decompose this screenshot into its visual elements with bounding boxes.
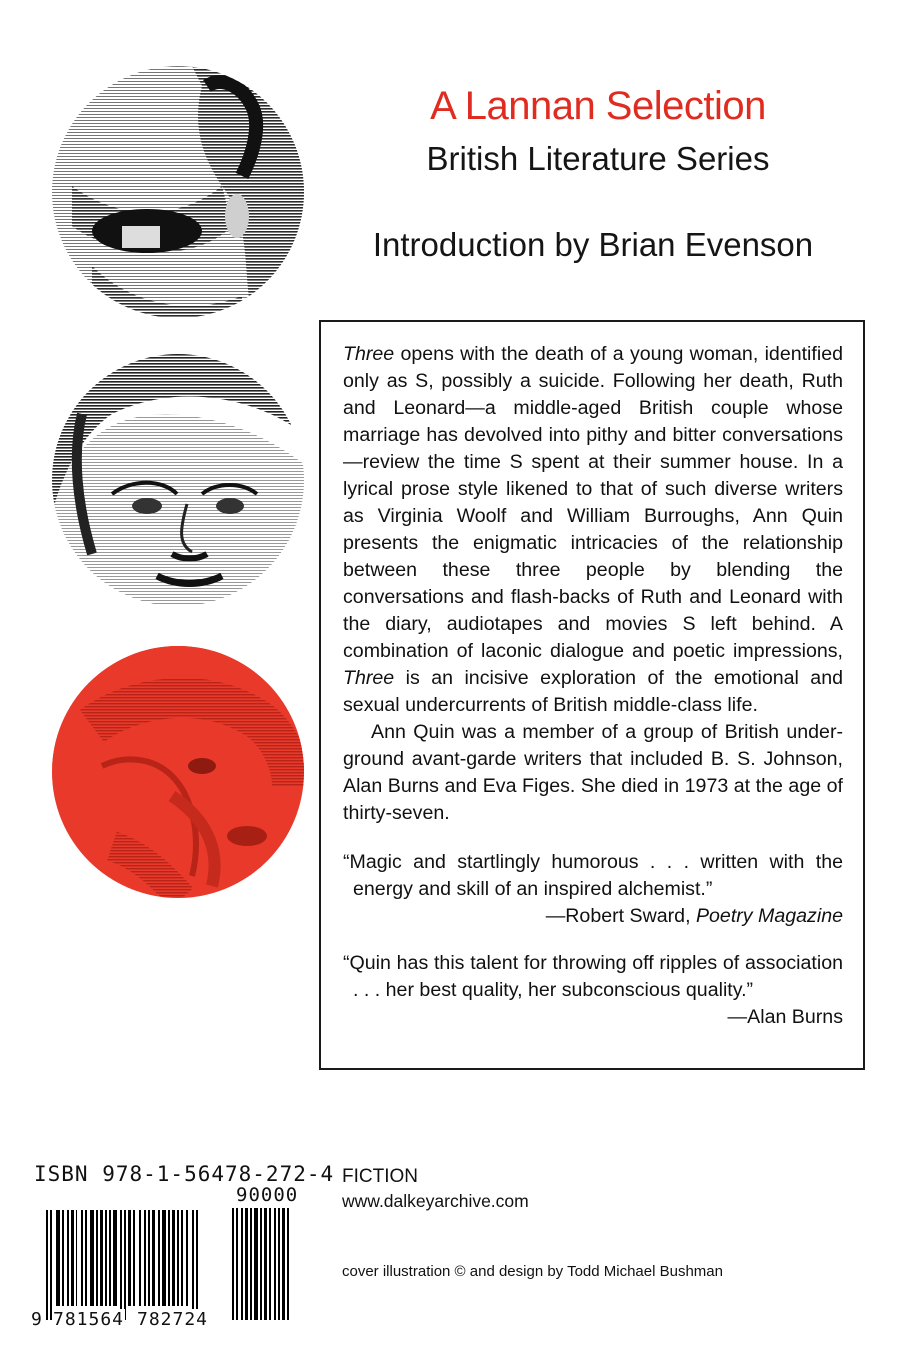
quote-source: Poetry Magazine: [695, 905, 843, 927]
barcode-bar: [67, 1210, 69, 1306]
portrait-top: [52, 66, 304, 318]
series-subtitle: British Literature Series: [426, 140, 770, 177]
barcode-bar: [158, 1210, 160, 1306]
isbn-label: ISBN 978-1-56478-272-4: [34, 1162, 335, 1186]
barcode-bar: [113, 1210, 117, 1306]
barcode-bar: [282, 1208, 285, 1320]
quote-author: —Alan Burns: [727, 1006, 843, 1028]
quote-text: “Magic and startlingly humorous . . . written with the energy and skill of an inspired alchemist.”: [343, 851, 843, 900]
barcode-bar: [152, 1210, 155, 1306]
barcode-bar: [196, 1210, 198, 1320]
barcode-bar: [260, 1208, 262, 1320]
barcode-bar: [50, 1210, 52, 1320]
barcode-bar: [186, 1210, 188, 1306]
barcode-bar: [46, 1210, 48, 1320]
cover-credit: cover illustration © and design by Todd Michael Bushman: [342, 1263, 723, 1280]
barcode-bar: [148, 1210, 150, 1306]
barcode-bar: [105, 1210, 107, 1306]
barcode-bar: [109, 1210, 111, 1306]
price-code: 90000: [236, 1184, 299, 1206]
barcode-bar: [254, 1208, 258, 1320]
portrait-bottom-image: [52, 646, 304, 898]
barcode-bar: [274, 1208, 276, 1320]
blurb-paragraph-1-text: opens with the death of a young woman, identified only as S, possibly a suicide. Following her death, Ruth and Leonard—a middle-aged British couple whose marriage has devolved into pithy and bitter conversations—review the time S spent at their summer house. In a lyrical prose style likened to that of such diverse writers as Virginia Woolf and William Burroughs, Ann Quin presents the enigmatic intricacies of the relationship between these three people by blending the conversations and flash-backs of Ruth and Leonard with the diary, audiotapes and movies S left behind. A combination of laconic dialogue and poetic impressions,: [343, 343, 843, 662]
portrait-bottom: [52, 646, 304, 898]
price-barcode-bars: [232, 1208, 314, 1320]
barcode-bar: [232, 1208, 234, 1320]
blurb-text: [343, 341, 843, 1031]
barcode-bar: [241, 1208, 243, 1320]
series-title: A Lannan Selection: [430, 84, 766, 128]
barcode-digits-left: 781564: [53, 1309, 125, 1330]
barcode-bar: [245, 1208, 248, 1320]
barcode-bar: [144, 1210, 146, 1306]
barcode-bar: [100, 1210, 103, 1306]
blurb-paragraph-1-end: is an incisive exploration of the emotional and sexual undercurrents of British middle-class life.: [343, 667, 843, 716]
barcode-bar: [90, 1210, 94, 1306]
barcode-bar: [56, 1210, 60, 1306]
barcode-bar: [81, 1210, 83, 1306]
barcode: [30, 1162, 335, 1332]
barcode-bar: [192, 1210, 194, 1320]
barcode-bar: [264, 1208, 267, 1320]
blurb-paragraph-2: Ann Quin was a member of a group of British under-ground avant-garde writers that included B. S. Johnson, Alan Burns and Eva Figes. She died in 1973 at the age of thirty-seven.: [343, 721, 843, 824]
barcode-bar: [278, 1208, 280, 1320]
genre-label: FICTION: [342, 1166, 418, 1187]
barcode-bar: [172, 1210, 175, 1306]
ean-barcode-bars: [46, 1210, 228, 1320]
barcode-bar: [71, 1210, 74, 1306]
blurb-box: [319, 320, 865, 1070]
barcode-digit-first: 9: [31, 1309, 42, 1330]
publisher-website: www.dalkeyarchive.com: [342, 1191, 529, 1211]
quote-text: “Quin has this talent for throwing off ripples of association . . . her best quality, her subconscious quality.”: [343, 952, 843, 1001]
barcode-bar: [287, 1208, 289, 1320]
barcode-bar: [120, 1210, 122, 1320]
barcode-bar: [128, 1210, 131, 1306]
barcode-bar: [269, 1208, 271, 1320]
barcode-bar: [76, 1210, 77, 1306]
barcode-bar: [139, 1210, 141, 1306]
review-quote-1: [343, 849, 843, 930]
barcode-bar: [133, 1210, 135, 1306]
blurb-paragraph-1: [343, 341, 843, 719]
barcode-bar: [168, 1210, 170, 1306]
portrait-middle: [52, 354, 304, 606]
review-quote-2: [343, 950, 843, 1031]
portrait-top-image: [52, 66, 304, 318]
book-title: Three: [343, 667, 395, 689]
barcode-bar: [181, 1210, 183, 1306]
barcode-bar: [250, 1208, 252, 1320]
quote-attribution: [343, 903, 843, 930]
barcode-bar: [177, 1210, 179, 1306]
book-title: Three: [343, 343, 395, 365]
barcode-bar: [62, 1210, 64, 1306]
barcode-bar: [124, 1210, 126, 1320]
barcode-bar: [236, 1208, 238, 1320]
barcode-bar: [96, 1210, 98, 1306]
portrait-middle-image: [52, 354, 304, 606]
barcode-bar: [85, 1210, 87, 1306]
quote-author: —Robert Sward,: [545, 905, 696, 927]
quote-attribution: [343, 1004, 843, 1031]
barcode-digits-right: 782724: [137, 1309, 209, 1330]
introduction-credit: Introduction by Brian Evenson: [372, 226, 814, 263]
barcode-bar: [162, 1210, 166, 1306]
